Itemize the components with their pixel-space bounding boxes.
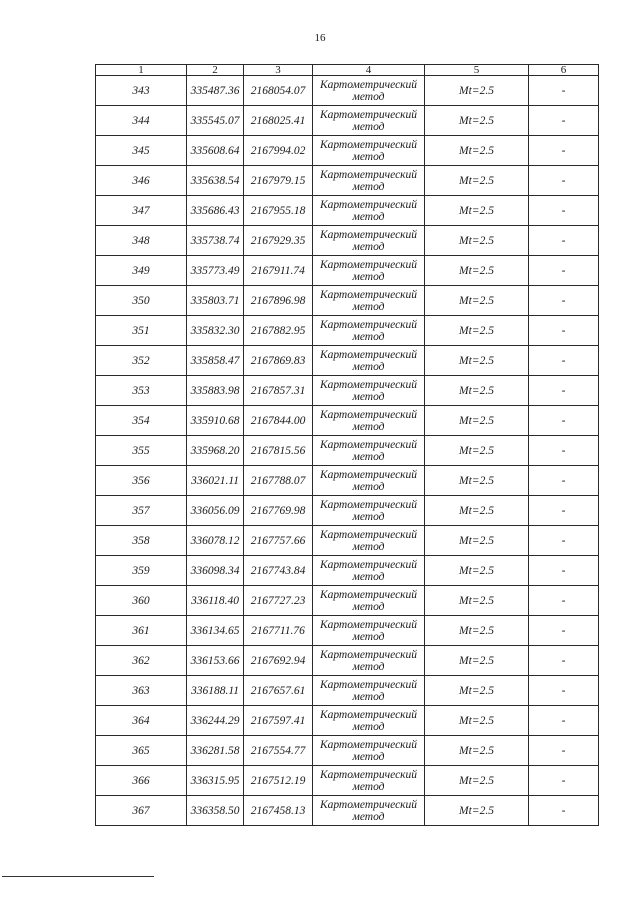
note-cell: - <box>529 106 599 136</box>
note-cell: - <box>529 196 599 226</box>
point-number-cell: 347 <box>96 196 187 226</box>
coordinates-table <box>95 64 599 826</box>
method-line-1: Картометрический <box>319 408 418 421</box>
note-cell: - <box>529 556 599 586</box>
method-line-1: Картометрический <box>319 318 418 331</box>
page-number: 16 <box>314 32 326 44</box>
note-cell: - <box>529 406 599 436</box>
y-coordinate-cell: 2167896.98 <box>244 286 313 316</box>
method-line-2: метод <box>352 810 385 823</box>
note-cell: - <box>529 286 599 316</box>
method-line-1: Картометрический <box>319 78 418 91</box>
table-row <box>96 766 599 796</box>
x-coordinate-cell: 336134.65 <box>187 616 244 646</box>
method-line-2: метод <box>352 750 385 763</box>
method-line-2: метод <box>352 780 385 793</box>
table-row <box>96 736 599 766</box>
point-number-cell: 353 <box>96 376 187 406</box>
method-line-1: Картометрический <box>319 258 418 271</box>
note-cell: - <box>529 796 599 826</box>
x-coordinate-cell: 336281.58 <box>187 736 244 766</box>
x-coordinate-cell: 335738.74 <box>187 226 244 256</box>
point-number-cell: 359 <box>96 556 187 586</box>
table-row <box>96 616 599 646</box>
y-coordinate-cell: 2167727.23 <box>244 586 313 616</box>
point-number-cell: 363 <box>96 676 187 706</box>
method-line-2: метод <box>352 660 385 673</box>
method-cell <box>313 526 425 556</box>
method-cell <box>313 406 425 436</box>
x-coordinate-cell: 335487.36 <box>187 76 244 106</box>
y-coordinate-cell: 2167711.76 <box>244 616 313 646</box>
note-cell: - <box>529 526 599 556</box>
y-coordinate-cell: 2167869.83 <box>244 346 313 376</box>
y-coordinate-cell: 2167955.18 <box>244 196 313 226</box>
method-line-1: Картометрический <box>319 558 418 571</box>
method-line-2: метод <box>352 420 385 433</box>
column-header: 4 <box>313 65 425 76</box>
accuracy-cell: Mt=2.5 <box>425 136 529 166</box>
method-line-1: Картометрический <box>319 138 418 151</box>
method-cell <box>313 496 425 526</box>
x-coordinate-cell: 335883.98 <box>187 376 244 406</box>
y-coordinate-cell: 2167458.13 <box>244 796 313 826</box>
point-number-cell: 365 <box>96 736 187 766</box>
method-cell <box>313 736 425 766</box>
method-line-1: Картометрический <box>319 588 418 601</box>
point-number-cell: 361 <box>96 616 187 646</box>
method-line-1: Картометрический <box>319 438 418 451</box>
method-cell <box>313 376 425 406</box>
x-coordinate-cell: 336188.11 <box>187 676 244 706</box>
y-coordinate-cell: 2167554.77 <box>244 736 313 766</box>
method-line-2: метод <box>352 390 385 403</box>
table-row <box>96 76 599 106</box>
note-cell: - <box>529 466 599 496</box>
x-coordinate-cell: 336098.34 <box>187 556 244 586</box>
note-cell: - <box>529 646 599 676</box>
accuracy-cell: Mt=2.5 <box>425 616 529 646</box>
point-number-cell: 350 <box>96 286 187 316</box>
accuracy-cell: Mt=2.5 <box>425 226 529 256</box>
table-row <box>96 376 599 406</box>
method-cell <box>313 106 425 136</box>
note-cell: - <box>529 136 599 166</box>
x-coordinate-cell: 335608.64 <box>187 136 244 166</box>
x-coordinate-cell: 335803.71 <box>187 286 244 316</box>
column-header: 2 <box>187 65 244 76</box>
method-cell <box>313 466 425 496</box>
table-row <box>96 256 599 286</box>
accuracy-cell: Mt=2.5 <box>425 466 529 496</box>
table-row <box>96 286 599 316</box>
y-coordinate-cell: 2167857.31 <box>244 376 313 406</box>
x-coordinate-cell: 335686.43 <box>187 196 244 226</box>
method-line-2: метод <box>352 150 385 163</box>
note-cell: - <box>529 436 599 466</box>
method-line-1: Картометрический <box>319 348 418 361</box>
table-row <box>96 586 599 616</box>
note-cell: - <box>529 166 599 196</box>
x-coordinate-cell: 335968.20 <box>187 436 244 466</box>
accuracy-cell: Mt=2.5 <box>425 346 529 376</box>
accuracy-cell: Mt=2.5 <box>425 526 529 556</box>
y-coordinate-cell: 2167815.56 <box>244 436 313 466</box>
note-cell: - <box>529 586 599 616</box>
method-cell <box>313 676 425 706</box>
method-line-2: метод <box>352 450 385 463</box>
table-row <box>96 106 599 136</box>
accuracy-cell: Mt=2.5 <box>425 256 529 286</box>
method-line-1: Картометрический <box>319 618 418 631</box>
point-number-cell: 360 <box>96 586 187 616</box>
method-line-2: метод <box>352 720 385 733</box>
method-line-2: метод <box>352 300 385 313</box>
method-line-2: метод <box>352 480 385 493</box>
point-number-cell: 355 <box>96 436 187 466</box>
method-cell <box>313 76 425 106</box>
table-row <box>96 136 599 166</box>
point-number-cell: 367 <box>96 796 187 826</box>
method-line-1: Картометрический <box>319 708 418 721</box>
method-line-2: метод <box>352 540 385 553</box>
method-cell <box>313 616 425 646</box>
table-row <box>96 526 599 556</box>
table-row <box>96 316 599 346</box>
method-line-1: Картометрический <box>319 108 418 121</box>
method-line-2: метод <box>352 360 385 373</box>
x-coordinate-cell: 336153.66 <box>187 646 244 676</box>
note-cell: - <box>529 256 599 286</box>
y-coordinate-cell: 2167743.84 <box>244 556 313 586</box>
point-number-cell: 352 <box>96 346 187 376</box>
method-line-2: метод <box>352 630 385 643</box>
accuracy-cell: Mt=2.5 <box>425 286 529 316</box>
table-row <box>96 556 599 586</box>
point-number-cell: 344 <box>96 106 187 136</box>
method-line-1: Картометрический <box>319 678 418 691</box>
method-cell <box>313 226 425 256</box>
table-row <box>96 796 599 826</box>
y-coordinate-cell: 2167657.61 <box>244 676 313 706</box>
point-number-cell: 343 <box>96 76 187 106</box>
point-number-cell: 366 <box>96 766 187 796</box>
note-cell: - <box>529 496 599 526</box>
y-coordinate-cell: 2167979.15 <box>244 166 313 196</box>
accuracy-cell: Mt=2.5 <box>425 736 529 766</box>
note-cell: - <box>529 676 599 706</box>
method-cell <box>313 706 425 736</box>
table-row <box>96 646 599 676</box>
point-number-cell: 354 <box>96 406 187 436</box>
method-line-1: Картометрический <box>319 228 418 241</box>
note-cell: - <box>529 736 599 766</box>
y-coordinate-cell: 2168054.07 <box>244 76 313 106</box>
column-header: 5 <box>425 65 529 76</box>
x-coordinate-cell: 336021.11 <box>187 466 244 496</box>
x-coordinate-cell: 336315.95 <box>187 766 244 796</box>
method-cell <box>313 316 425 346</box>
method-line-2: метод <box>352 120 385 133</box>
y-coordinate-cell: 2167757.66 <box>244 526 313 556</box>
method-cell <box>313 196 425 226</box>
method-line-2: метод <box>352 270 385 283</box>
method-cell <box>313 136 425 166</box>
note-cell: - <box>529 706 599 736</box>
method-line-2: метод <box>352 330 385 343</box>
method-line-1: Картометрический <box>319 378 418 391</box>
method-cell <box>313 796 425 826</box>
method-line-1: Картометрический <box>319 168 418 181</box>
y-coordinate-cell: 2167512.19 <box>244 766 313 796</box>
y-coordinate-cell: 2167769.98 <box>244 496 313 526</box>
x-coordinate-cell: 336078.12 <box>187 526 244 556</box>
y-coordinate-cell: 2167692.94 <box>244 646 313 676</box>
point-number-cell: 362 <box>96 646 187 676</box>
method-cell <box>313 346 425 376</box>
note-cell: - <box>529 376 599 406</box>
method-line-1: Картометрический <box>319 768 418 781</box>
footnote-separator <box>2 876 154 877</box>
x-coordinate-cell: 335832.30 <box>187 316 244 346</box>
method-cell <box>313 166 425 196</box>
y-coordinate-cell: 2167911.74 <box>244 256 313 286</box>
method-line-2: метод <box>352 180 385 193</box>
column-header: 3 <box>244 65 313 76</box>
column-header: 6 <box>529 65 599 76</box>
note-cell: - <box>529 76 599 106</box>
table-row <box>96 496 599 526</box>
y-coordinate-cell: 2167844.00 <box>244 406 313 436</box>
method-line-2: метод <box>352 600 385 613</box>
method-line-1: Картометрический <box>319 468 418 481</box>
accuracy-cell: Mt=2.5 <box>425 646 529 676</box>
table-row <box>96 436 599 466</box>
accuracy-cell: Mt=2.5 <box>425 436 529 466</box>
table-row <box>96 166 599 196</box>
y-coordinate-cell: 2167994.02 <box>244 136 313 166</box>
table-row <box>96 196 599 226</box>
accuracy-cell: Mt=2.5 <box>425 376 529 406</box>
x-coordinate-cell: 335638.54 <box>187 166 244 196</box>
accuracy-cell: Mt=2.5 <box>425 316 529 346</box>
table-row <box>96 406 599 436</box>
x-coordinate-cell: 336056.09 <box>187 496 244 526</box>
method-cell <box>313 646 425 676</box>
method-line-1: Картометрический <box>319 288 418 301</box>
point-number-cell: 345 <box>96 136 187 166</box>
point-number-cell: 356 <box>96 466 187 496</box>
accuracy-cell: Mt=2.5 <box>425 796 529 826</box>
x-coordinate-cell: 335545.07 <box>187 106 244 136</box>
accuracy-cell: Mt=2.5 <box>425 676 529 706</box>
x-coordinate-cell: 335910.68 <box>187 406 244 436</box>
y-coordinate-cell: 2167929.35 <box>244 226 313 256</box>
point-number-cell: 346 <box>96 166 187 196</box>
method-line-1: Картометрический <box>319 528 418 541</box>
method-line-2: метод <box>352 210 385 223</box>
method-line-2: метод <box>352 690 385 703</box>
accuracy-cell: Mt=2.5 <box>425 586 529 616</box>
point-number-cell: 364 <box>96 706 187 736</box>
y-coordinate-cell: 2167788.07 <box>244 466 313 496</box>
table-row <box>96 226 599 256</box>
x-coordinate-cell: 336358.50 <box>187 796 244 826</box>
method-line-2: метод <box>352 90 385 103</box>
method-cell <box>313 286 425 316</box>
x-coordinate-cell: 335858.47 <box>187 346 244 376</box>
table-row <box>96 346 599 376</box>
note-cell: - <box>529 766 599 796</box>
column-header: 1 <box>96 65 187 76</box>
accuracy-cell: Mt=2.5 <box>425 766 529 796</box>
note-cell: - <box>529 616 599 646</box>
point-number-cell: 348 <box>96 226 187 256</box>
note-cell: - <box>529 346 599 376</box>
point-number-cell: 351 <box>96 316 187 346</box>
method-line-1: Картометрический <box>319 648 418 661</box>
method-line-1: Картометрический <box>319 798 418 811</box>
point-number-cell: 358 <box>96 526 187 556</box>
method-cell <box>313 256 425 286</box>
accuracy-cell: Mt=2.5 <box>425 106 529 136</box>
method-cell <box>313 586 425 616</box>
method-line-1: Картометрический <box>319 738 418 751</box>
accuracy-cell: Mt=2.5 <box>425 556 529 586</box>
accuracy-cell: Mt=2.5 <box>425 196 529 226</box>
table-row <box>96 466 599 496</box>
note-cell: - <box>529 226 599 256</box>
accuracy-cell: Mt=2.5 <box>425 406 529 436</box>
table-row <box>96 676 599 706</box>
table-row <box>96 706 599 736</box>
point-number-cell: 349 <box>96 256 187 286</box>
method-cell <box>313 556 425 586</box>
method-cell <box>313 436 425 466</box>
x-coordinate-cell: 335773.49 <box>187 256 244 286</box>
accuracy-cell: Mt=2.5 <box>425 496 529 526</box>
method-line-1: Картометрический <box>319 198 418 211</box>
note-cell: - <box>529 316 599 346</box>
y-coordinate-cell: 2167882.95 <box>244 316 313 346</box>
accuracy-cell: Mt=2.5 <box>425 706 529 736</box>
x-coordinate-cell: 336244.29 <box>187 706 244 736</box>
point-number-cell: 357 <box>96 496 187 526</box>
header-row <box>96 65 599 76</box>
y-coordinate-cell: 2167597.41 <box>244 706 313 736</box>
method-cell <box>313 766 425 796</box>
y-coordinate-cell: 2168025.41 <box>244 106 313 136</box>
method-line-2: метод <box>352 570 385 583</box>
method-line-2: метод <box>352 240 385 253</box>
accuracy-cell: Mt=2.5 <box>425 76 529 106</box>
accuracy-cell: Mt=2.5 <box>425 166 529 196</box>
method-line-2: метод <box>352 510 385 523</box>
method-line-1: Картометрический <box>319 498 418 511</box>
x-coordinate-cell: 336118.40 <box>187 586 244 616</box>
